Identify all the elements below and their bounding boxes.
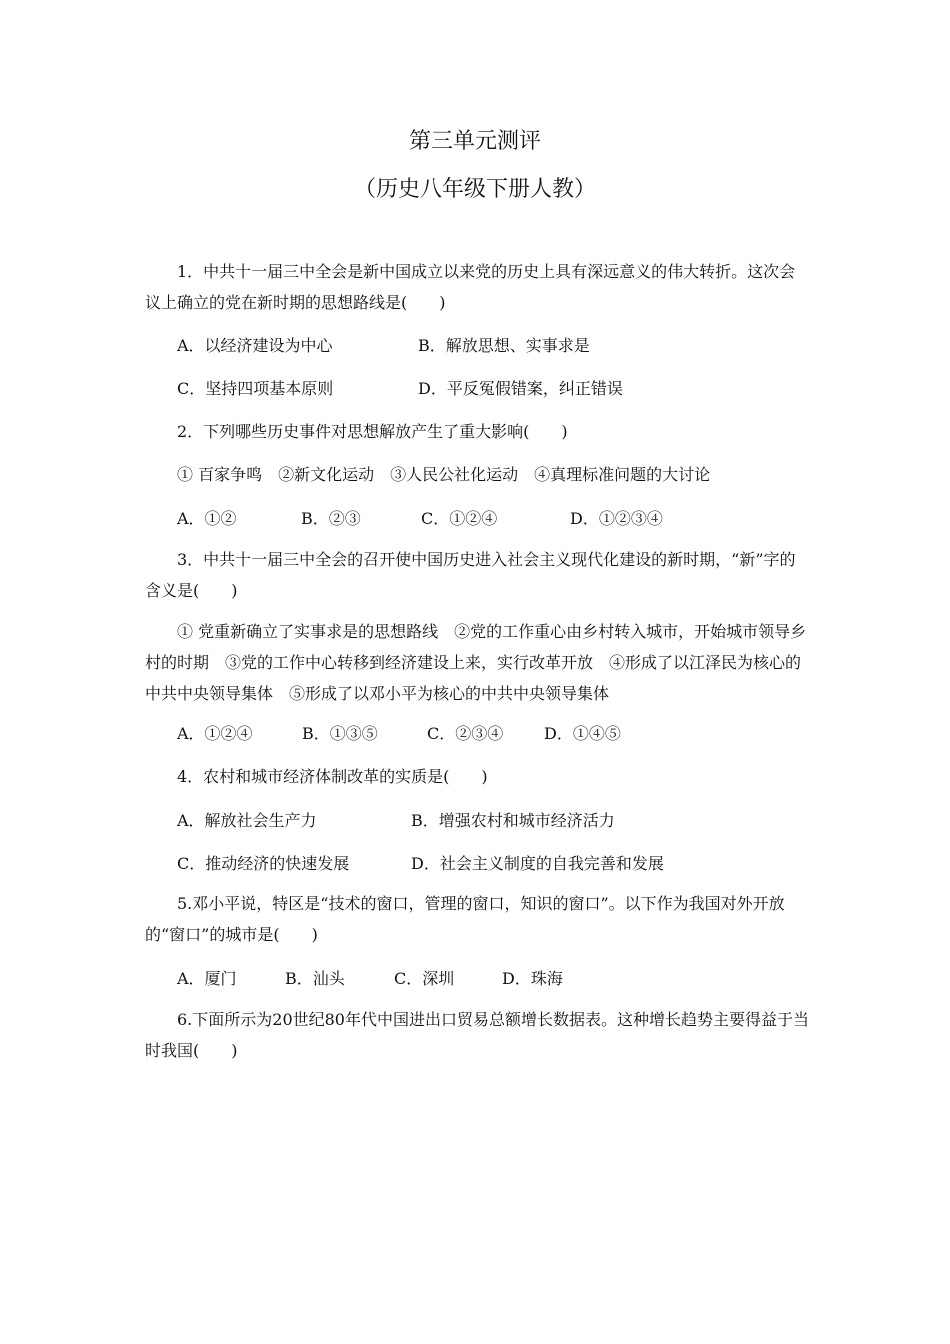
question-2-option-c: C．①②④: [421, 509, 498, 528]
question-1-option-c: C．坚持四项基本原则: [177, 379, 334, 398]
question-3-stem: 3．中共十一届三中全会的召开使中国历史进入社会主义现代化建设的新时期，“新”字的含义是( ): [145, 550, 796, 600]
question-6-stem: 6.下面所示为20世纪80年代中国进出口贸易总额增长数据表。这种增长趋势主要得益于当时我国( ): [145, 1010, 809, 1060]
question-4-option-c: C．推动经济的快速发展: [177, 854, 350, 873]
question-2-stem: 2．下列哪些历史事件对思想解放产生了重大影响( ): [177, 422, 568, 441]
question-1-option-d: D．平反冤假错案，纠正错误: [418, 379, 623, 398]
question-2-option-a: A．①②: [177, 509, 237, 528]
question-3-option-b: B．①③⑤: [302, 724, 378, 743]
document-subtitle: （历史八年级下册人教）: [353, 177, 596, 202]
question-2-option-d: D．①②③④: [570, 509, 663, 528]
question-5-option-d: D．珠海: [502, 969, 563, 988]
question-1-stem: 1．中共十一届三中全会是新中国成立以来党的历史上具有深远意义的伟大转折。这次会议上确立的党在新时期的思想路线是( ): [145, 262, 796, 312]
question-3-option-d: D．①④⑤: [544, 724, 621, 743]
document-title: 第三单元测评: [408, 129, 541, 154]
question-5-option-a: A．厦门: [177, 969, 237, 988]
question-3-option-a: A．①②④: [177, 724, 253, 743]
question-5-option-b: B．汕头: [285, 969, 345, 988]
question-2-option-b: B．②③: [301, 509, 361, 528]
question-3-items: ① 党重新确立了实事求是的思想路线 ②党的工作重心由乡村转入城市，开始城市领导乡村的时期 ③党的工作中心转移到经济建设上来，实行改革开放 ④形成了以江泽民为核心的中共中央领导集体 ⑤形成了以邓小平为核心的中共中央领导集体: [145, 622, 807, 703]
question-4-option-d: D．社会主义制度的自我完善和发展: [411, 854, 664, 873]
question-4-stem: 4．农村和城市经济体制改革的实质是( ): [177, 767, 488, 786]
question-5-option-c: C．深圳: [394, 969, 455, 988]
question-4-option-b: B．增强农村和城市经济活力: [411, 811, 615, 830]
question-1-option-b: B．解放思想、实事求是: [418, 336, 590, 355]
question-3-option-c: C．②③④: [427, 724, 504, 743]
question-1-option-a: A．以经济建设为中心: [177, 336, 333, 355]
question-2-items: ① 百家争鸣 ②新文化运动 ③人民公社化运动 ④真理标准问题的大讨论: [177, 465, 711, 484]
question-5-stem: 5.邓小平说，特区是“技术的窗口，管理的窗口，知识的窗口”。以下作为我国对外开放的“窗口”的城市是( ): [145, 894, 785, 944]
question-4-option-a: A．解放社会生产力: [177, 811, 317, 830]
